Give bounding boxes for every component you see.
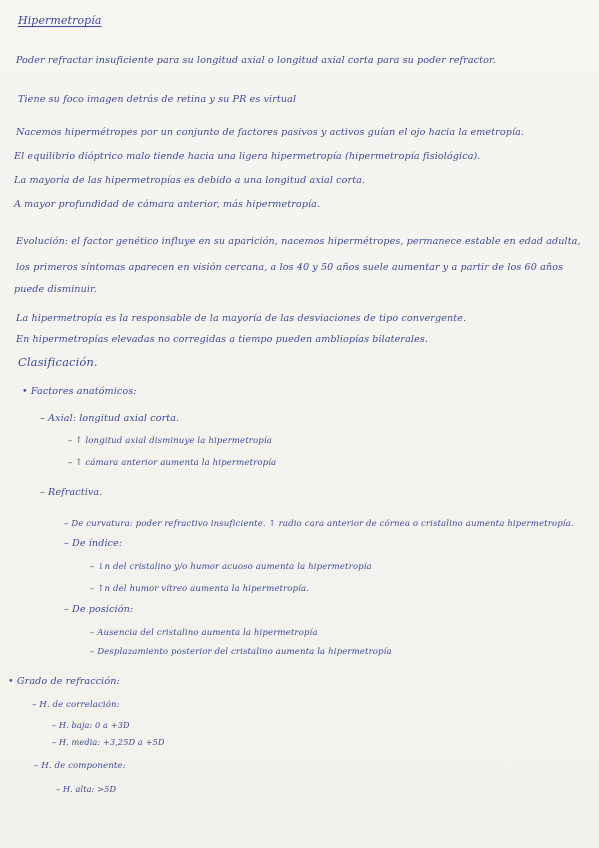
item-position-displacement: – Desplazamiento posterior del cristalino aumenta la hipermetropía bbox=[90, 647, 392, 657]
item-low: – H. baja: 0 a +3D bbox=[52, 720, 130, 730]
text-line-4: El equilibrio dióptrico malo tiende hacia una ligera hipermetropía (hipermetropía fisiológica). bbox=[14, 151, 481, 162]
item-high: – H. alta: >5D bbox=[56, 784, 117, 794]
item-index-vitreous: – ↑n del humor vítreo aumenta la hipermetropía. bbox=[90, 584, 310, 594]
item-curvature: – De curvatura: poder refractivo insuficiente. ↑ radio cara anterior de córnea o cristalino aumenta hipermetropía. bbox=[64, 519, 574, 529]
text-line-8: los primeros síntomas aparecen en visión cercana, a los 40 y 50 años suele aumentar y a partir de los 60 años bbox=[16, 262, 564, 273]
text-line-7: Evolución: el factor genético influye en su aparición, nacemos hipermétropes, permanece estable en edad adulta, bbox=[16, 236, 581, 247]
item-refractive: – Refractiva. bbox=[40, 487, 103, 498]
item-index: – De índice: bbox=[64, 538, 123, 549]
item-axial: – Axial: longitud axial corta. bbox=[40, 413, 180, 424]
bullet-anatomical-factors: • Factores anatómicos: bbox=[22, 386, 137, 397]
text-line-3: Nacemos hipermétropes por un conjunto de factores pasivos y activos guían el ojo hacia la emetropía. bbox=[16, 127, 525, 138]
text-line-1: Poder refractar insuficiente para su longitud axial o longitud axial corta para su poder refractor. bbox=[16, 55, 496, 66]
text-line-9: puede disminuir. bbox=[14, 284, 97, 295]
text-line-2: Tiene su foco imagen detrás de retina y su PR es virtual bbox=[18, 94, 297, 105]
item-axial-length: – ↑ longitud axial disminuye la hipermetropía bbox=[68, 436, 272, 446]
text-line-6: A mayor profundidad de cámara anterior, más hipermetropía. bbox=[14, 199, 321, 210]
item-medium: – H. media: +3,25D a +5D bbox=[52, 737, 165, 747]
bullet-refraction-degree: • Grado de refracción: bbox=[8, 676, 120, 687]
text-line-5: La mayoría de las hipermetropías es debido a una longitud axial corta. bbox=[14, 175, 366, 186]
item-correlation: – H. de correlación: bbox=[32, 700, 120, 710]
item-anterior-chamber: – ↑ cámara anterior aumenta la hipermetropía bbox=[68, 458, 277, 468]
page-title: Hipermetropía bbox=[18, 14, 102, 27]
item-position-absence: – Ausencia del cristalino aumenta la hipermetropía bbox=[90, 628, 318, 638]
item-index-crystalline: – ↓n del cristalino y/o humor acuoso aumenta la hipermetropía bbox=[90, 562, 372, 572]
item-component: – H. de componente: bbox=[34, 761, 126, 771]
text-line-10: La hipermetropía es la responsable de la mayoría de las desviaciones de tipo convergente. bbox=[16, 313, 467, 324]
text-line-11: En hipermetropías elevadas no corregidas a tiempo pueden ambliopías bilaterales. bbox=[16, 334, 429, 345]
item-position: – De posición: bbox=[64, 604, 134, 615]
classification-heading: Clasificación. bbox=[18, 355, 98, 369]
